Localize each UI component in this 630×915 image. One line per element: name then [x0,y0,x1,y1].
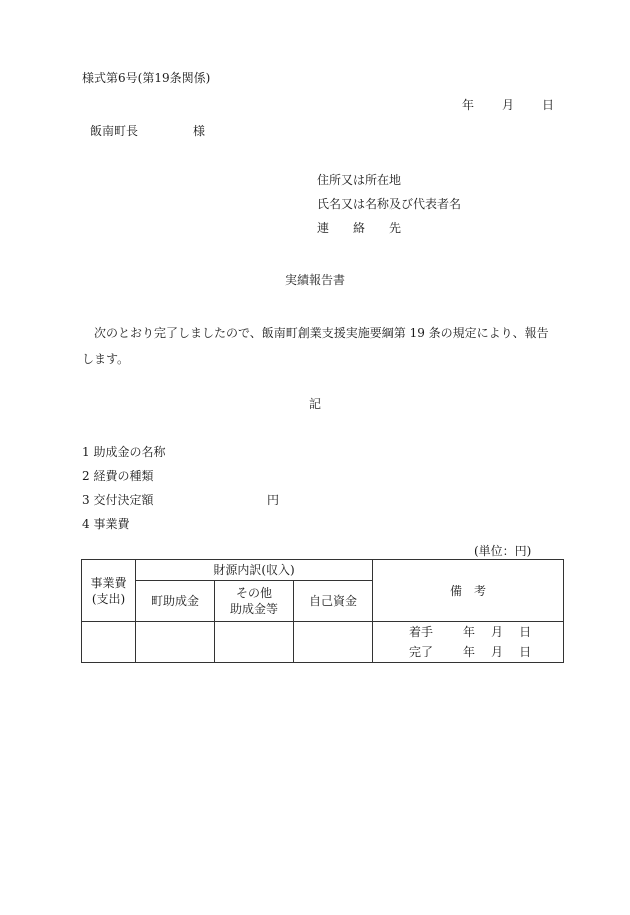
item-project-cost: 4 事業費 [82,517,130,531]
remarks-value-cell[interactable] [373,622,564,663]
start-year-label: 年 [463,625,476,639]
source-header-cell: 財源内訳(収入) [136,560,373,581]
yen-unit: 円 [267,493,280,507]
start-day-label: 日 [519,625,532,639]
town-grant-value-cell[interactable] [136,622,215,663]
addressee-honorific: 様 [193,124,206,138]
applicant-name-label: 氏名又は名称及び代表者名 [317,197,462,211]
form-number: 様式第6号(第19条関係) [82,71,211,85]
ki-heading: 記 [308,397,321,411]
remarks-complete-row [409,642,563,662]
date-month-label: 月 [502,98,515,112]
complete-label: 完了 [409,645,434,659]
other-grant-header-line1: その他 [235,586,272,600]
item-decision-amount-row [82,492,280,516]
own-funds-header: 自己資金 [294,581,373,622]
own-funds-value-cell[interactable] [294,622,373,663]
item-decision-amount: 3 交付決定額 [82,493,154,507]
complete-day-label: 日 [519,645,532,659]
expense-value-cell[interactable] [82,622,136,663]
body-text-content: 次のとおり完了しましたので、飯南町創業支援実施要綱第 19 条の規定により、報告します。 [82,326,549,366]
complete-month-label: 月 [491,645,504,659]
start-label: 着手 [409,625,434,639]
other-grant-header [215,581,294,622]
date-line [462,97,554,113]
applicant-address-label: 住所又は所在地 [317,173,402,187]
document-title: 実績報告書 [284,273,345,287]
item-list [82,444,280,540]
date-year-label: 年 [462,98,475,112]
town-grant-header: 町助成金 [136,581,215,622]
start-month-label: 月 [491,625,504,639]
expense-header-line2: (支出) [91,591,126,606]
date-day-label: 日 [542,98,555,112]
project-cost-table [81,559,564,663]
item-grant-name: 1 助成金の名称 [82,445,166,459]
item-expense-type: 2 経費の種類 [82,469,154,483]
remarks-header-cell: 備 考 [373,560,564,622]
expense-header-cell [82,560,136,622]
addressee-name: 飯南町長 [90,124,139,138]
other-grant-value-cell[interactable] [215,622,294,663]
addressee [90,123,206,139]
applicant-contact-label: 連 絡 先 [317,221,402,235]
other-grant-header-line2: 助成金等 [229,602,278,616]
complete-year-label: 年 [463,645,476,659]
unit-note: (単位：円) [474,544,532,558]
remarks-start-row [409,622,563,642]
expense-header-line1: 事業費 [90,575,127,590]
applicant-block [317,172,461,244]
body-text [82,320,554,372]
